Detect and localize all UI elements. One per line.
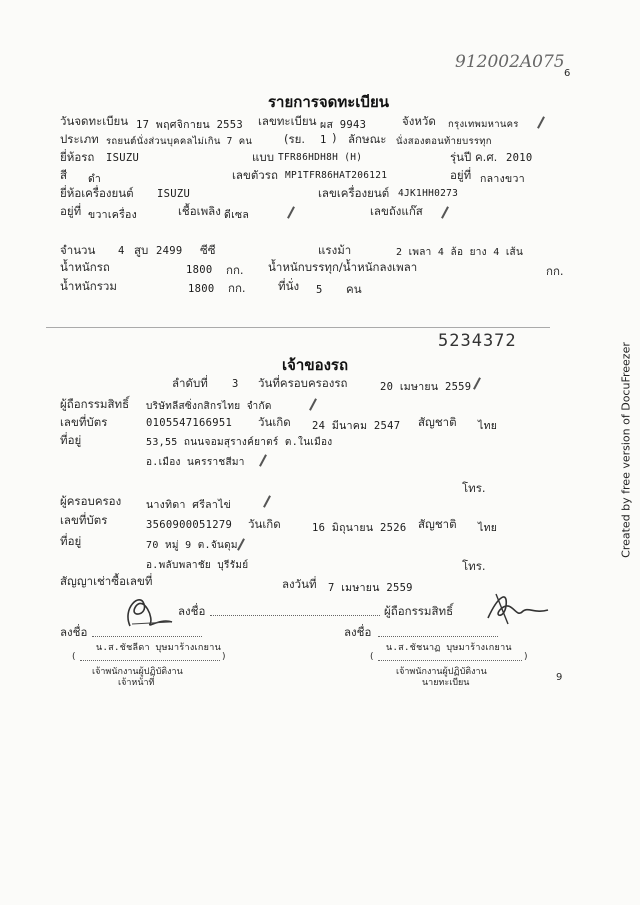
owner-value: บริษัทลีสซิ่งกสิกรไทย จำกัด (146, 401, 272, 412)
type-label: ประเภท (60, 132, 99, 146)
model-value: TFR86HDH8H (H) (278, 152, 363, 163)
engine-brand-label: ยี่ห้อเครื่องยนต์ (60, 186, 134, 200)
weight-label: น้ำหนักรถ (60, 260, 110, 274)
strike-mark (263, 495, 271, 507)
chassis-location-label: อยู่ที่ (450, 168, 472, 182)
ry-close: ) (332, 131, 337, 145)
total-weight-value: 1800 (188, 283, 215, 295)
strike-mark (309, 398, 317, 410)
holder-value: นางทิดา ศรีลาไข่ (146, 499, 232, 511)
signature-right (478, 588, 558, 632)
total-weight-label: น้ำหนักรวม (60, 279, 117, 293)
cc-label: ซีซี (200, 243, 216, 257)
hp-label: แรงม้า (318, 243, 352, 257)
model-label: แบบ (252, 150, 275, 164)
order-value: 3 (232, 378, 239, 390)
axles-value: 2 เพลา 4 ล้อ ยาง 4 เส้น (396, 247, 524, 258)
official2-paren-line (378, 660, 522, 661)
owner-id-value: 0105547166951 (146, 417, 233, 429)
owner-address-line2: อ.เมือง นครราชสีมา (146, 457, 245, 468)
color-value: ดำ (88, 173, 102, 185)
strike-mark (537, 116, 545, 128)
strike-mark (473, 377, 481, 389)
corner-mark-2: 9 (556, 672, 563, 683)
style-label: ลักษณะ (348, 132, 387, 146)
stamp-number: 5234372 (438, 331, 517, 351)
handwritten-doc-number: 912002A075 (455, 52, 565, 72)
sign-line-center (210, 615, 380, 616)
official1-paren-line (80, 660, 220, 661)
official2-caption: เจ้าพนักงานผู้ปฏิบัติงาน (396, 667, 487, 677)
chassis-label: เลขตัวรถ (232, 168, 278, 182)
chassis-value: MP1TFR86HAT206121 (285, 170, 388, 181)
corner-mark: 6 (564, 68, 571, 79)
seats-value: 5 (316, 284, 323, 296)
ry-label: (รย. (284, 132, 306, 146)
fuel-value: ดีเซล (224, 209, 250, 221)
province-value: กรุงเทพมหานคร (448, 119, 519, 130)
holder-address-label: ที่อยู่ (60, 534, 82, 548)
cylinders-label: สูบ (134, 243, 149, 257)
year-label: รุ่นปี ค.ศ. (450, 150, 498, 164)
owner-nation-label: สัญชาติ (418, 415, 457, 429)
holder-nation-value: ไทย (478, 522, 498, 534)
possess-date-label: วันที่ครอบครองรถ (258, 376, 348, 390)
engine-no-value: 4JK1HH0273 (398, 188, 459, 199)
gas-tank-label: เลขถังแก๊ส (370, 204, 423, 218)
sign-line-right (378, 636, 498, 637)
seats-unit: คน (346, 282, 362, 296)
owner-birth-value: 24 มีนาคม 2547 (312, 420, 401, 432)
docufreezer-watermark: Created by free version of DocuFreezer (619, 342, 633, 558)
sign-label-left: ลงชื่อ (60, 625, 88, 639)
engine-location-label: อยู่ที่ (60, 204, 82, 218)
official1-name: น.ส.ชัชลีดา บุษมาร้างเกยาน (96, 643, 222, 653)
owner-tel-label: โทร. (462, 481, 486, 495)
weight-value: 1800 (186, 264, 213, 276)
sign-owner-role: ผู้ถือกรรมสิทธิ์ (384, 604, 454, 618)
owner-title: เจ้าของรถ (282, 356, 349, 374)
load-unit: กก. (546, 264, 564, 278)
holder-address-line1: 70 หมู่ 9 ต.จันดุม (146, 540, 238, 551)
sign-line-left (92, 636, 202, 637)
official1-caption: เจ้าพนักงานผู้ปฏิบัติงาน (92, 667, 183, 677)
plate-label: เลขทะเบียน (258, 114, 317, 128)
holder-id-label: เลขที่บัตร (60, 513, 108, 527)
order-label: ลำดับที่ (172, 376, 208, 390)
signed-date-label: ลงวันที่ (282, 577, 317, 591)
count-label: จำนวน (60, 243, 96, 257)
fuel-label: เชื้อเพลิง (178, 204, 221, 218)
plate-value: ผส 9943 (320, 119, 367, 131)
strike-mark (237, 538, 245, 550)
cylinders-value: 4 (118, 245, 125, 257)
color-label: สี (60, 168, 68, 182)
owner-birth-label: วันเกิด (258, 415, 291, 429)
official2-open-paren: ( (370, 652, 374, 662)
strike-mark (259, 454, 267, 466)
holder-address-line2: อ.พลับพลาชัย บุรีรัมย์ (146, 560, 249, 571)
style-value: นั่งสองตอนท้ายบรรทุก (396, 136, 492, 147)
holder-birth-label: วันเกิด (248, 517, 281, 531)
contract-label: สัญญาเช่าซื้อเลขที่ (60, 574, 153, 588)
official2-name: น.ส.ชัชนาฏ บุษมาร้างเกยาน (386, 643, 512, 653)
brand-label: ยี่ห้อรถ (60, 150, 95, 164)
reg-date-value: 17 พฤศจิกายน 2553 (136, 119, 244, 131)
holder-tel-label: โทร. (462, 559, 486, 573)
possess-date-value: 20 เมษายน 2559 (380, 381, 472, 393)
owner-address-label: ที่อยู่ (60, 433, 82, 447)
ry-value: 1 (320, 134, 327, 146)
seats-label: ที่นั่ง (278, 279, 300, 293)
owner-id-label: เลขที่บัตร (60, 415, 108, 429)
load-label: น้ำหนักบรรทุก/น้ำหนักลงเพลา (268, 260, 418, 274)
signed-date-value: 7 เมษายน 2559 (328, 582, 413, 594)
engine-no-label: เลขเครื่องยนต์ (318, 186, 390, 200)
section-divider (46, 327, 550, 328)
holder-id-value: 3560900051279 (146, 519, 233, 531)
cc-value: 2499 (156, 245, 183, 257)
registration-title: รายการจดทะเบียน (268, 93, 389, 111)
official1-role: เจ้าหน้าที่ (118, 678, 155, 688)
chassis-location-value: กลางขวา (480, 173, 525, 185)
official2-role: นายทะเบียน (422, 678, 470, 688)
strike-mark (441, 206, 449, 218)
type-value: รถยนต์นั่งส่วนบุคคลไม่เกิน 7 คน (106, 136, 253, 147)
owner-nation-value: ไทย (478, 420, 498, 432)
engine-brand-value: ISUZU (157, 188, 191, 200)
province-label: จังหวัด (402, 114, 436, 128)
strike-mark (287, 206, 295, 218)
official1-close-paren: ) (222, 652, 226, 662)
brand-value: ISUZU (106, 152, 140, 164)
total-weight-unit: กก. (228, 281, 246, 295)
holder-birth-value: 16 มิถุนายน 2526 (312, 522, 407, 534)
year-value: 2010 (506, 152, 533, 164)
owner-address-line1: 53,55 ถนนจอมสุรางค์ยาตร์ ต.ในเมือง (146, 437, 333, 448)
reg-date-label: วันจดทะเบียน (60, 114, 129, 128)
weight-unit: กก. (226, 263, 244, 277)
official2-close-paren: ) (524, 652, 528, 662)
holder-label: ผู้ครอบครอง (60, 494, 122, 508)
owner-label: ผู้ถือกรรมสิทธิ์ (60, 397, 130, 411)
sign-label-right: ลงชื่อ (344, 625, 372, 639)
engine-location-value: ขวาเครื่อง (88, 209, 138, 221)
official1-open-paren: ( (72, 652, 76, 662)
holder-nation-label: สัญชาติ (418, 517, 457, 531)
sign-label-center: ลงชื่อ (178, 604, 206, 618)
